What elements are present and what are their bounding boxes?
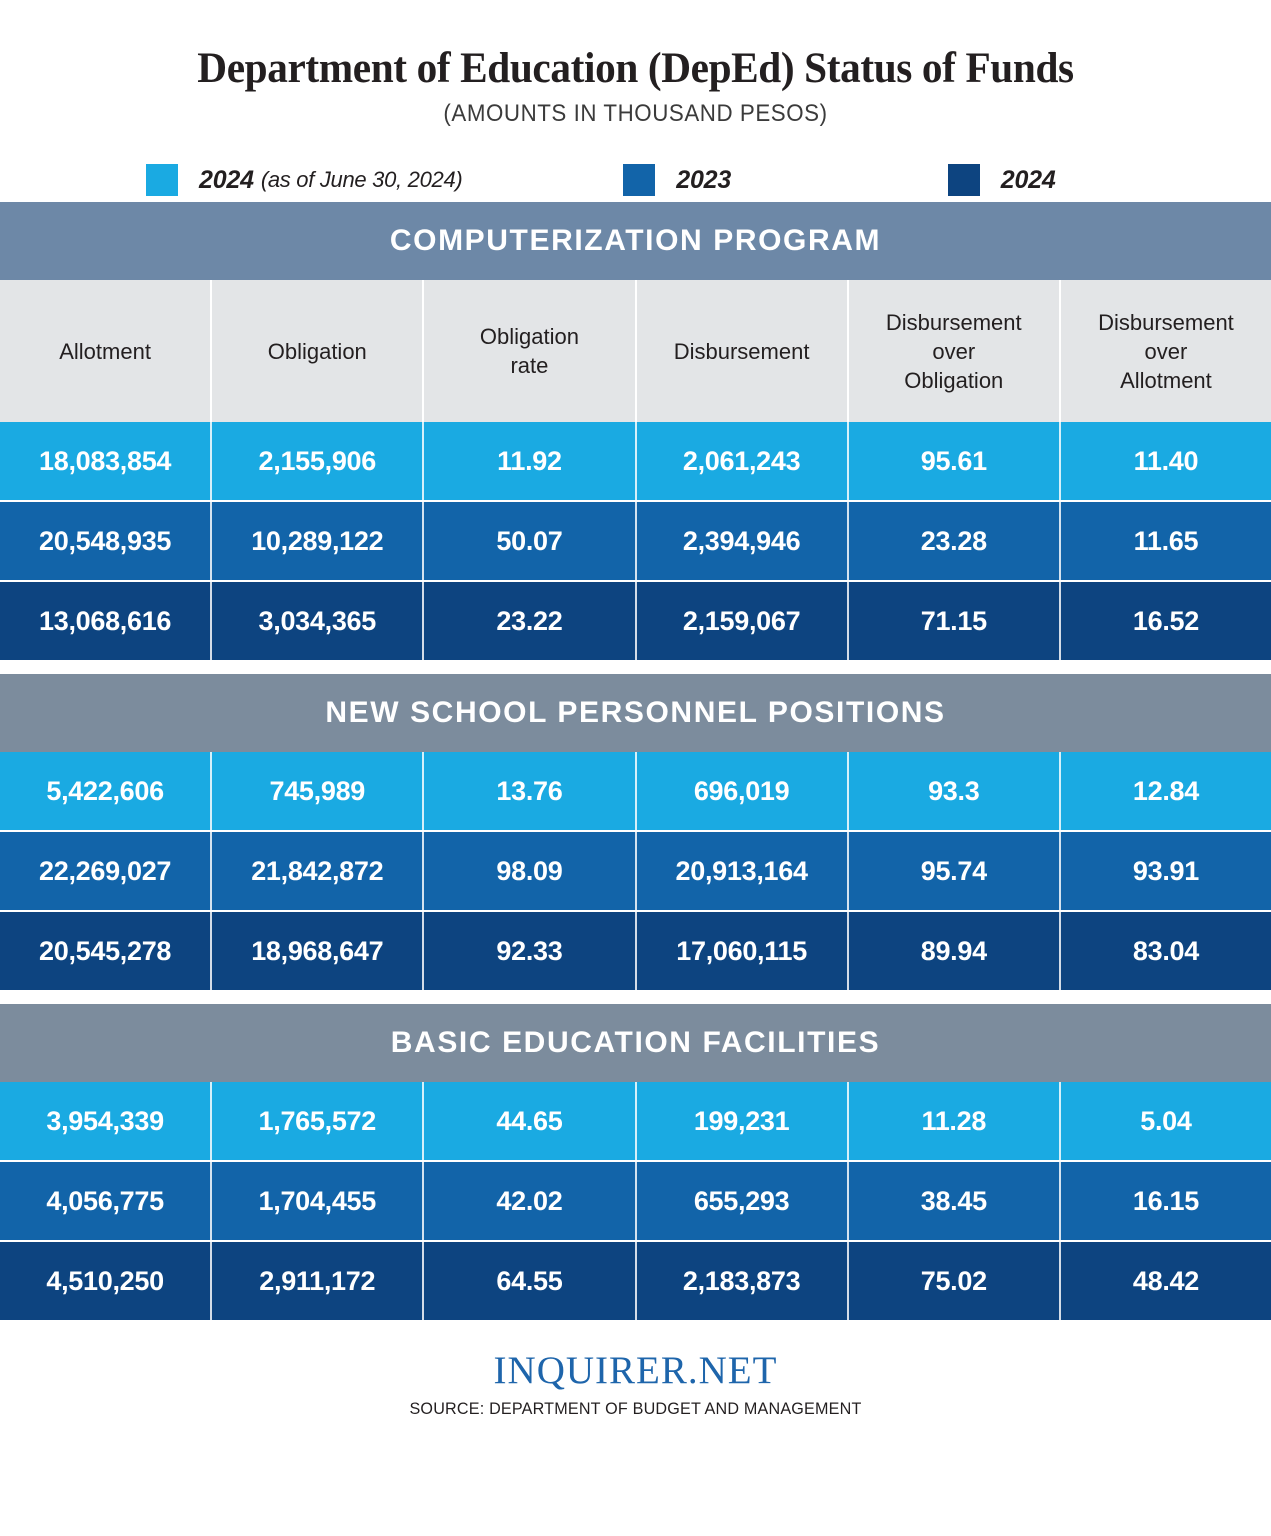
table-cell: 655,293: [637, 1162, 849, 1240]
table-cell: 83.04: [1132, 935, 1199, 966]
column-header-disbursement-over-obligation: [849, 280, 1061, 422]
table-cell: 89.94: [849, 912, 1061, 990]
legend-note-label: (as of June 30, 2024): [260, 167, 463, 193]
legend-year-label: 2024: [1000, 165, 1056, 194]
table-cell: 42.02: [424, 1162, 636, 1240]
section-computerization-program: [0, 202, 1271, 660]
source-attribution: SOURCE: DEPARTMENT OF BUDGET AND MANAGEMENT: [409, 1399, 862, 1419]
legend-swatch-icon: [146, 164, 178, 196]
table-cell: 71.15: [849, 582, 1061, 660]
legend-year-label: 2024: [199, 165, 254, 194]
table-cell: 5,422,606: [0, 752, 212, 830]
table-cell: 4,056,775: [0, 1162, 212, 1240]
section-title: NEW SCHOOL PERSONNEL POSITIONS: [0, 674, 1271, 752]
table-row: [0, 832, 1271, 910]
table-cell: 2,394,946: [637, 502, 849, 580]
table-cell: 10,289,122: [212, 502, 424, 580]
table-cell: 12.84: [1132, 775, 1199, 806]
table-cell: 20,913,164: [637, 832, 849, 910]
table-cell: 16.52: [1132, 605, 1199, 636]
column-header-label: Obligation: [267, 338, 367, 364]
table-row: [0, 422, 1271, 500]
table-cell: 199,231: [637, 1082, 849, 1160]
brand-logo: INQUIRER.NET: [493, 1349, 778, 1393]
table-cell: 16.15: [1132, 1185, 1199, 1216]
table-row: [0, 502, 1271, 580]
column-header-label: Allotment: [59, 338, 151, 364]
table-cell: 2,061,243: [637, 422, 849, 500]
table-cell: 11.65: [1133, 525, 1199, 556]
table-cell: 98.09: [424, 832, 636, 910]
table-cell: 11.28: [849, 1082, 1061, 1160]
table-cell: 20,548,935: [0, 502, 212, 580]
table-cell: 23.28: [849, 502, 1061, 580]
section-gap: [0, 660, 1271, 674]
legend-year-label: 2023: [676, 165, 732, 194]
table-cell: 2,911,172: [212, 1242, 424, 1320]
column-header-obligation: [212, 280, 424, 422]
table-row: [0, 1162, 1271, 1240]
table-cell: 5.04: [1140, 1105, 1192, 1136]
table-cell: 11.92: [424, 422, 636, 500]
table-row: [0, 1242, 1271, 1320]
table-cell: 1,765,572: [212, 1082, 424, 1160]
column-header-disbursement: [637, 280, 849, 422]
section-basic-education-facilities: [0, 1004, 1271, 1320]
table-cell: 2,155,906: [212, 422, 424, 500]
legend-item-2024-full: [948, 164, 1215, 196]
table-cell: 2,183,873: [637, 1242, 849, 1320]
page-subtitle: (AMOUNTS IN THOUSAND PESOS): [443, 100, 828, 128]
column-header-label: over: [1144, 338, 1188, 364]
infographic-header: [0, 0, 1271, 128]
table-row: [0, 582, 1271, 660]
page-title: Department of Education (DepEd) Status of Funds: [197, 45, 1074, 92]
table-cell: 93.91: [1132, 855, 1199, 886]
column-header-disbursement-over-allotment: [1061, 280, 1271, 422]
table-cell: 23.22: [424, 582, 636, 660]
section-new-school-personnel-positions: [0, 674, 1271, 990]
section-title: BASIC EDUCATION FACILITIES: [0, 1004, 1271, 1082]
table-cell: 4,510,250: [0, 1242, 212, 1320]
table-cell: 20,545,278: [0, 912, 212, 990]
column-header-label: Disbursement: [885, 309, 1022, 335]
table-cell: 95.74: [849, 832, 1061, 910]
table-row: [0, 1082, 1271, 1160]
legend-swatch-icon: [948, 164, 980, 196]
column-header-label: Disbursement: [673, 338, 810, 364]
table-cell: 22,269,027: [0, 832, 212, 910]
legend-swatch-icon: [623, 164, 655, 196]
column-header-label: Allotment: [1120, 367, 1212, 393]
table-cell: 50.07: [424, 502, 636, 580]
table-cell: 3,954,339: [0, 1082, 212, 1160]
table-cell: 13,068,616: [0, 582, 212, 660]
legend-item-2023: [623, 164, 948, 196]
table-cell: 44.65: [424, 1082, 636, 1160]
column-header-label: Obligation: [904, 367, 1004, 393]
table-cell: 1,704,455: [212, 1162, 424, 1240]
column-header-row: [0, 280, 1271, 422]
table-cell: 93.3: [849, 752, 1061, 830]
table-cell: 3,034,365: [212, 582, 424, 660]
table-cell: 38.45: [849, 1162, 1061, 1240]
legend: [0, 158, 1271, 202]
table-row: [0, 912, 1271, 990]
table-cell: 18,968,647: [212, 912, 424, 990]
table-cell: 2,159,067: [637, 582, 849, 660]
table-cell: 64.55: [424, 1242, 636, 1320]
section-title: COMPUTERIZATION PROGRAM: [0, 202, 1271, 280]
table-cell: 21,842,872: [212, 832, 424, 910]
table-cell: 48.42: [1132, 1265, 1199, 1296]
table-cell: 75.02: [849, 1242, 1061, 1320]
column-header-label: over: [932, 338, 976, 364]
column-header-allotment: [0, 280, 212, 422]
section-gap: [0, 990, 1271, 1004]
column-header-label: Disbursement: [1098, 309, 1234, 335]
column-header-label: rate: [510, 353, 549, 379]
column-header-label: Obligation: [479, 324, 579, 350]
infographic-footer: [0, 1320, 1271, 1419]
column-header-obligation-rate: [424, 280, 636, 422]
table-row: [0, 752, 1271, 830]
table-cell: 18,083,854: [0, 422, 212, 500]
table-cell: 696,019: [637, 752, 849, 830]
table-cell: 745,989: [212, 752, 424, 830]
table-cell: 11.40: [1133, 445, 1199, 476]
table-cell: 13.76: [424, 752, 636, 830]
table-cell: 17,060,115: [637, 912, 849, 990]
table-cell: 92.33: [424, 912, 636, 990]
legend-item-2024-partial: [146, 164, 623, 196]
table-cell: 95.61: [849, 422, 1061, 500]
